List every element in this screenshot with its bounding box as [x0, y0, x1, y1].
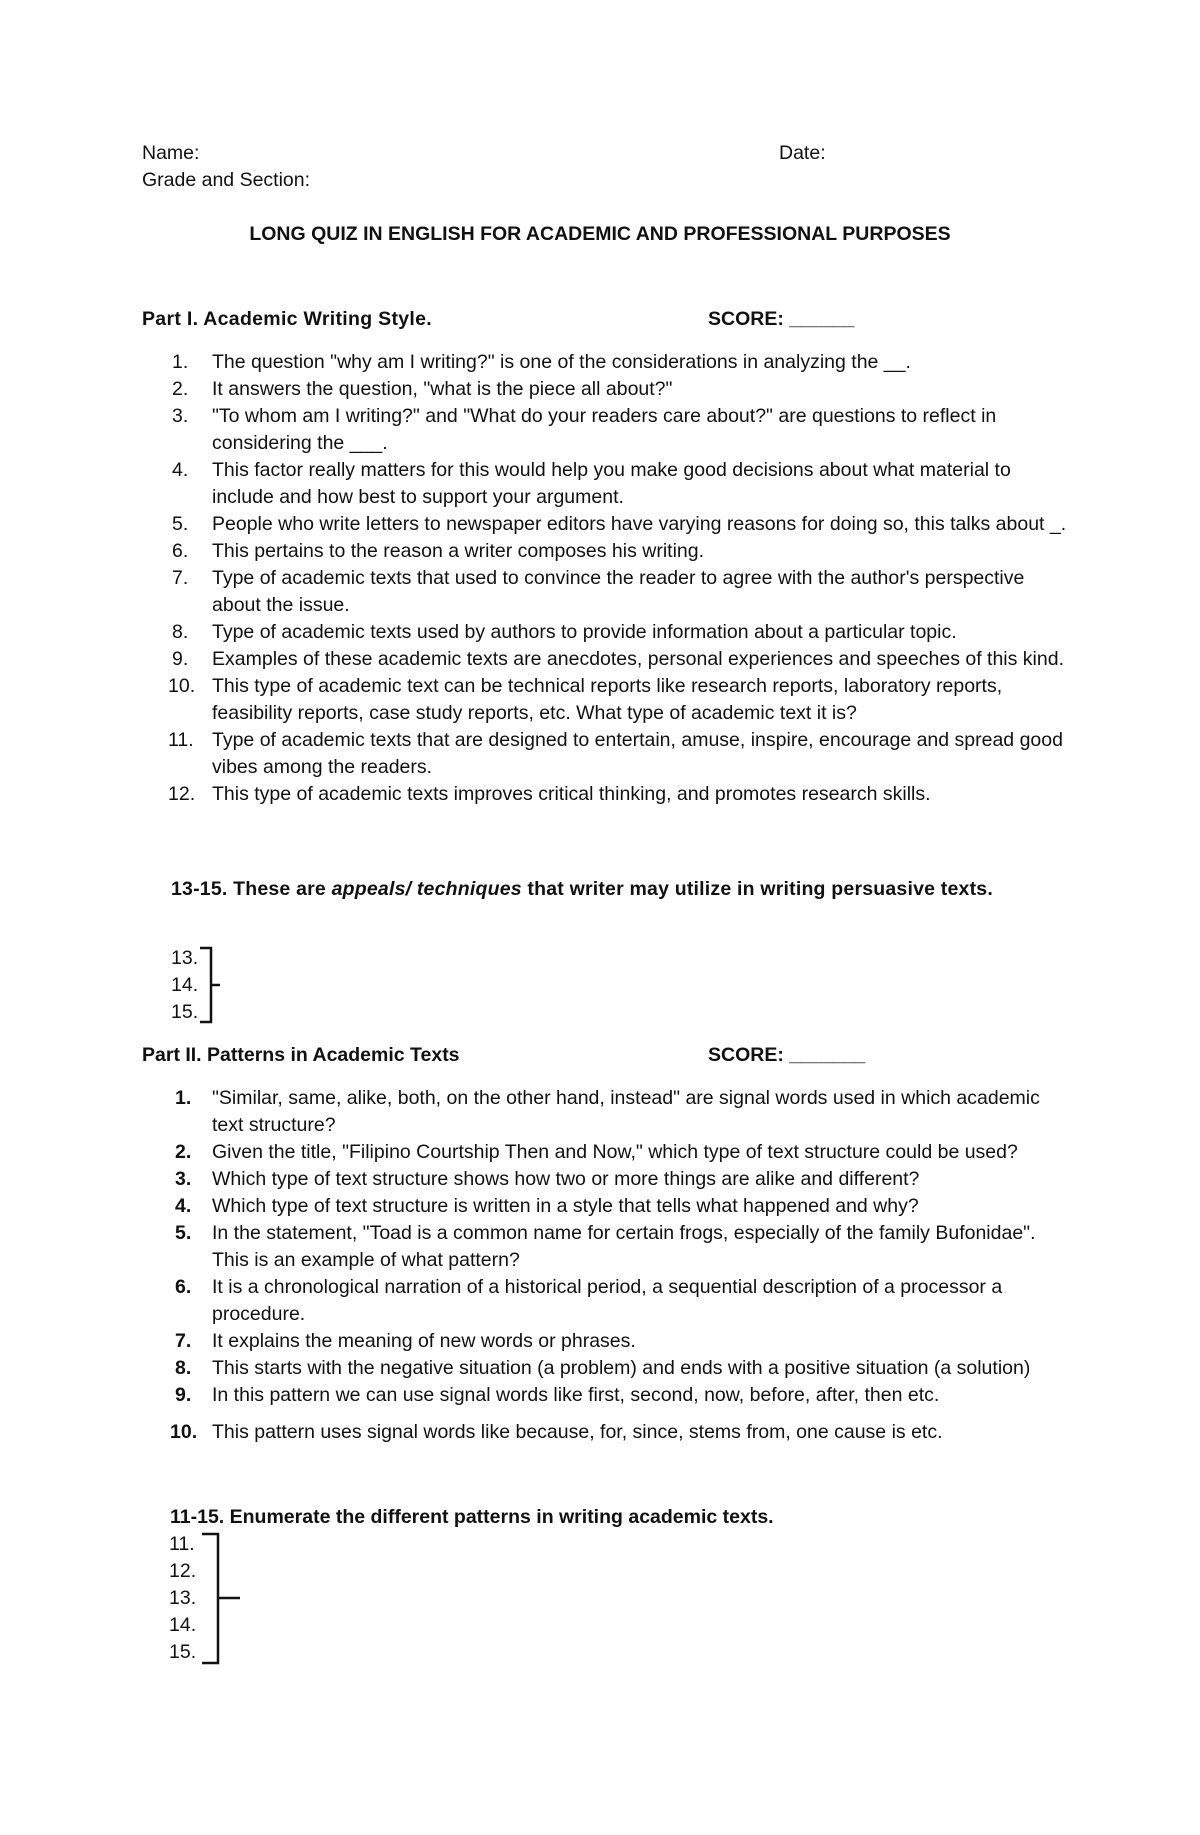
answer-line: 15.: [169, 1641, 197, 1663]
list-item: [142, 1085, 1072, 1139]
question-text: This factor really matters for this would help you make good decisions about what material to include and how best to support your argument.: [212, 459, 1011, 508]
answer-line: 13.: [169, 1587, 197, 1609]
list-item: [142, 673, 1072, 727]
part2-heading: Part II. Patterns in Academic Texts: [142, 1044, 460, 1066]
list-item: [142, 727, 1072, 781]
list-item: [142, 646, 1072, 673]
question-number: 1.: [172, 351, 189, 373]
part2-answer-list: [169, 1531, 196, 1666]
question-text: It explains the meaning of new words or phrases.: [212, 1330, 636, 1352]
question-number: 12.: [168, 783, 196, 805]
instruction-prefix: 13-15. These are: [171, 878, 332, 900]
part1-heading: Part I. Academic Writing Style.: [142, 308, 432, 330]
question-text: In the statement, "Toad is a common name for certain frogs, especially of the family Bufonidae". This is an example of what pattern?: [212, 1222, 1036, 1271]
list-item: [142, 349, 1072, 376]
question-number: 4.: [172, 459, 189, 481]
question-number: 8.: [172, 621, 189, 643]
quiz-title: LONG QUIZ IN ENGLISH FOR ACADEMIC AND PROFESSIONAL PURPOSES: [249, 223, 951, 245]
question-text: This starts with the negative situation (a problem) and ends with a positive situation (a solution): [212, 1357, 1031, 1379]
question-number: 11.: [168, 729, 194, 751]
question-text: It answers the question, "what is the piece all about?": [212, 378, 673, 400]
list-item: [142, 403, 1072, 457]
part2-score: SCORE: _______: [708, 1044, 866, 1066]
answer-line: 12.: [169, 1560, 197, 1582]
question-number: 3.: [175, 1168, 192, 1190]
question-number: 5.: [172, 513, 189, 535]
question-text: People who write letters to newspaper editors have varying reasons for doing so, this talks about _.: [212, 513, 1067, 535]
question-number: 9.: [175, 1384, 192, 1406]
list-item: [142, 619, 1072, 646]
bracket-icon: [200, 1532, 280, 1672]
question-number: 6.: [175, 1276, 192, 1298]
part2-question-list: [142, 1085, 1072, 1446]
question-text: This type of academic texts improves critical thinking, and promotes research skills.: [212, 783, 931, 805]
part1-question-list: [142, 349, 1072, 808]
question-text: Type of academic texts that used to convince the reader to agree with the author's perspective about the issue.: [212, 567, 1025, 616]
part1-score: SCORE: ______: [708, 308, 855, 330]
bracket-icon: [198, 946, 238, 1026]
list-item: [142, 1355, 1072, 1382]
answer-line: 13.: [171, 947, 199, 969]
list-item: [142, 781, 1072, 808]
name-label: Name:: [142, 142, 200, 164]
question-number: 10.: [168, 675, 196, 697]
question-number: 6.: [172, 540, 189, 562]
list-item: [142, 1220, 1072, 1274]
question-number: 2.: [172, 378, 189, 400]
list-item: [142, 1419, 1072, 1446]
question-number: 5.: [175, 1222, 192, 1244]
part1-answer-list: [171, 945, 198, 1026]
question-text: Type of academic texts used by authors to provide information about a particular topic.: [212, 621, 957, 643]
question-text: This pertains to the reason a writer composes his writing.: [212, 540, 705, 562]
question-text: It is a chronological narration of a historical period, a sequential description of a processor a procedure.: [212, 1276, 1003, 1325]
question-number: 7.: [175, 1330, 192, 1352]
question-text: Type of academic texts that are designed to entertain, amuse, inspire, encourage and spread good vibes among the readers.: [212, 729, 1063, 778]
list-item: [142, 376, 1072, 403]
instruction-emphasis: appeals/ techniques: [331, 878, 522, 900]
question-number: 2.: [175, 1141, 192, 1163]
question-text: Which type of text structure shows how two or more things are alike and different?: [212, 1168, 920, 1190]
list-item: [142, 1328, 1072, 1355]
grade-section-label: Grade and Section:: [142, 169, 311, 191]
answer-line: 14.: [171, 974, 199, 996]
list-item: [142, 1274, 1072, 1328]
answer-line: 14.: [169, 1614, 197, 1636]
question-text: Examples of these academic texts are anecdotes, personal experiences and speeches of this kind.: [212, 648, 1064, 670]
list-item: [142, 538, 1072, 565]
instruction-suffix: that writer may utilize in writing persuasive texts.: [521, 878, 993, 900]
question-text: In this pattern we can use signal words like first, second, now, before, after, then etc.: [212, 1384, 940, 1406]
question-number: 10.: [170, 1421, 198, 1443]
question-text: This type of academic text can be technical reports like research reports, laboratory reports, feasibility reports, case study reports, etc. What type of academic text it is?: [212, 675, 1003, 724]
question-text: This pattern uses signal words like because, for, since, stems from, one cause is etc.: [212, 1421, 943, 1443]
list-item: [142, 1139, 1072, 1166]
question-number: 3.: [172, 405, 189, 427]
question-text: Which type of text structure is written in a style that tells what happened and why?: [212, 1195, 919, 1217]
list-item: [142, 457, 1072, 511]
question-number: 4.: [175, 1195, 192, 1217]
question-text: "To whom am I writing?" and "What do your readers care about?" are questions to reflect in considering the ___.: [212, 405, 997, 454]
list-item: [142, 1166, 1072, 1193]
list-item: [142, 1193, 1072, 1220]
question-number: 9.: [172, 648, 189, 670]
list-item: [142, 565, 1072, 619]
list-item: [142, 1382, 1072, 1409]
question-number: 7.: [172, 567, 189, 589]
question-number: 8.: [175, 1357, 192, 1379]
answer-line: 15.: [171, 1001, 199, 1023]
date-label: Date:: [779, 142, 826, 164]
question-text: The question "why am I writing?" is one of the considerations in analyzing the __.: [212, 351, 911, 373]
part1-instruction: [171, 876, 1071, 903]
list-item: [142, 511, 1072, 538]
question-text: "Similar, same, alike, both, on the other hand, instead" are signal words used in which academic text structure?: [212, 1087, 1040, 1136]
question-text: Given the title, "Filipino Courtship Then and Now," which type of text structure could be used?: [212, 1141, 1018, 1163]
question-number: 1.: [175, 1087, 192, 1109]
answer-line: 11.: [169, 1533, 195, 1555]
part2-instruction: 11-15. Enumerate the different patterns in writing academic texts.: [170, 1506, 774, 1528]
